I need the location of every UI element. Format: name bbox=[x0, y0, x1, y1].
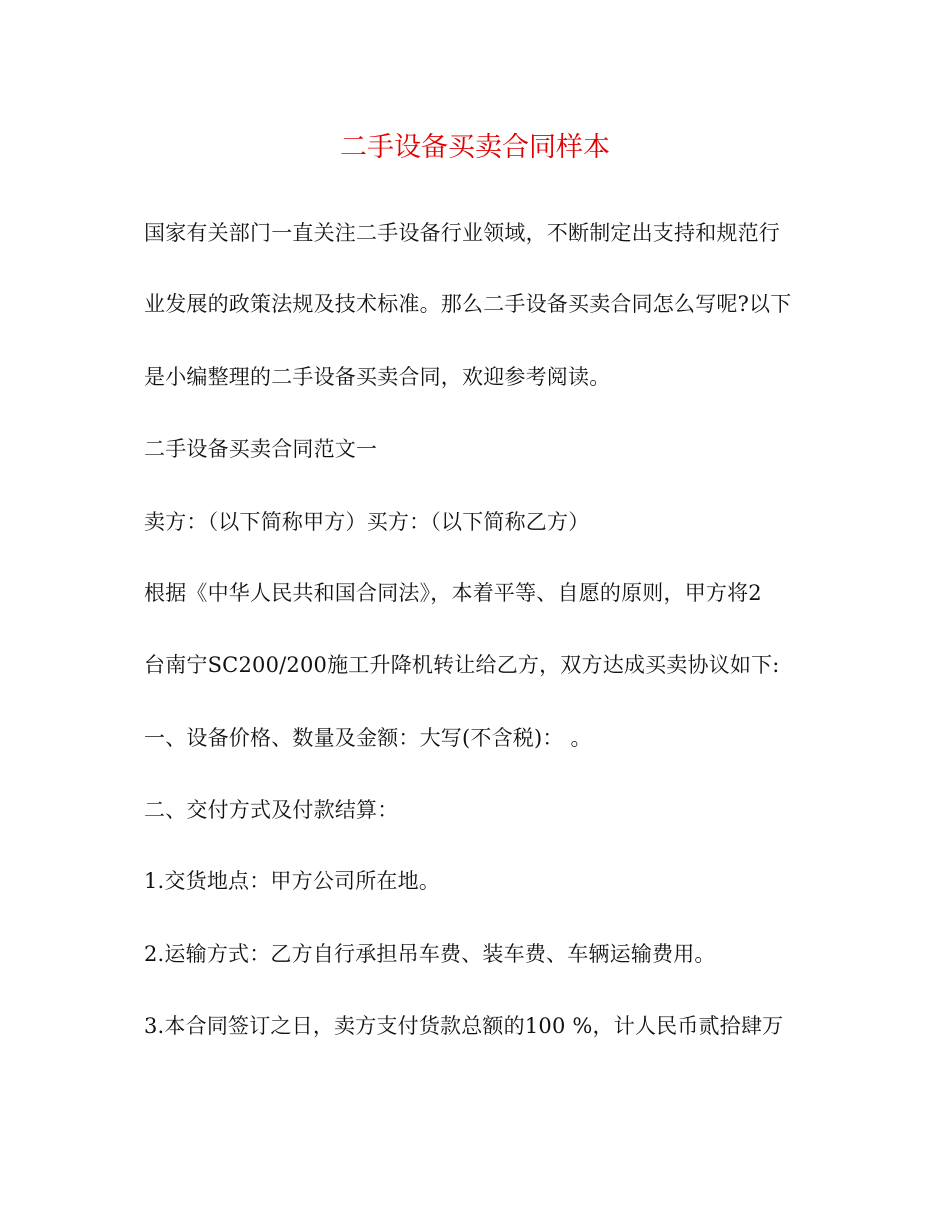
document-title: 二手设备买卖合同样本 bbox=[340, 132, 610, 163]
paragraph-line: 台南宁SC200/200施工升降机转让给乙方，双方达成买卖协议如下: bbox=[144, 653, 780, 677]
clause-line: 一、设备价格、数量及金额：大写(不含税)： 。 bbox=[144, 726, 592, 750]
parties-line: 卖方：（以下简称甲方）买方：（以下简称乙方） bbox=[144, 510, 590, 534]
paragraph-line: 是小编整理的二手设备买卖合同，欢迎参考阅读。 bbox=[144, 365, 611, 389]
paragraph-line: 业发展的政策法规及技术标准。那么二手设备买卖合同怎么写呢?以下 bbox=[144, 292, 792, 316]
clause-item: 2.运输方式：乙方自行承担吊车费、装车费、车辆运输费用。 bbox=[144, 942, 716, 966]
paragraph-line: 根据《中华人民共和国合同法》，本着平等、自愿的原则，甲方将2 bbox=[144, 581, 762, 605]
section-heading: 二手设备买卖合同范文一 bbox=[144, 437, 378, 461]
clause-item: 1.交货地点：甲方公司所在地。 bbox=[144, 869, 441, 893]
paragraph-line: 国家有关部门一直关注二手设备行业领域，不断制定出支持和规范行 bbox=[144, 221, 780, 245]
clause-line: 二、交付方式及付款结算： bbox=[144, 798, 399, 822]
clause-item: 3.本合同签订之日，卖方支付货款总额的100 %，计人民币贰拾肆万 bbox=[144, 1014, 784, 1038]
